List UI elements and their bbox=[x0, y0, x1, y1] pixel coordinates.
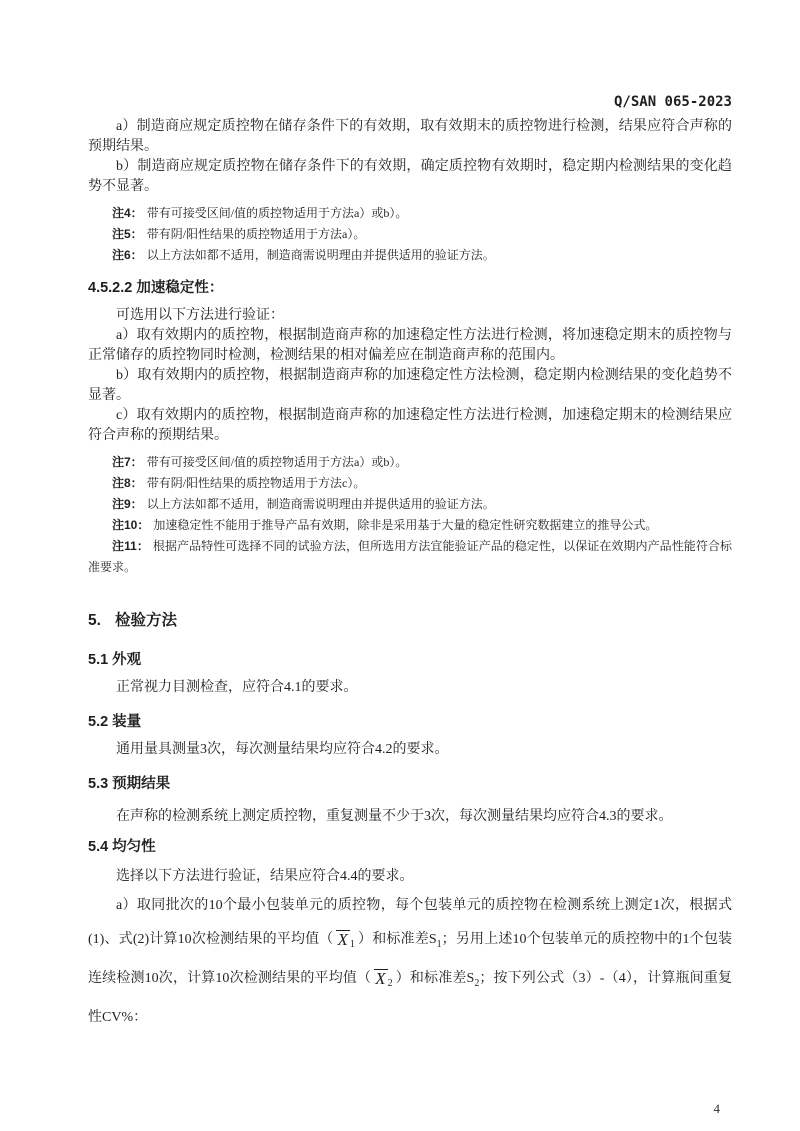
note-6-text: 以上方法如都不适用，制造商需说明理由并提供适用的验证方法。 bbox=[146, 248, 495, 262]
note-9-label: 注9： bbox=[112, 497, 143, 511]
heading-accelerated-stability: 4.5.2.2 加速稳定性： bbox=[88, 280, 224, 296]
formula-seg-3: ；另用上述10个包装单元的质控物中的1个包装连续检测10次，计算10次检测结果的平均值（ bbox=[88, 932, 732, 986]
note-5-text: 带有阴/阳性结果的质控物适用于方法a）。 bbox=[146, 227, 366, 241]
heading-5-1-appearance: 5.1 外观 bbox=[88, 652, 142, 668]
xbar-2-symbol bbox=[374, 962, 392, 1001]
chapter-5-number: 5. bbox=[88, 612, 101, 629]
xbar-2-base: X bbox=[375, 968, 386, 988]
document-header bbox=[88, 94, 732, 111]
heading-chapter-5 bbox=[88, 610, 732, 632]
note-11-label: 注11： bbox=[112, 539, 149, 553]
heading-5-2-fill-volume: 5.2 装量 bbox=[88, 714, 142, 730]
note-8-label: 注8： bbox=[112, 476, 143, 490]
note-7-text: 带有可接受区间/值的质控物适用于方法a）或b）。 bbox=[146, 455, 408, 469]
formula-seg-2: ）和标准差S bbox=[357, 932, 437, 947]
note-4-label: 注4： bbox=[112, 206, 143, 220]
doc-number: Q/SAN 065-2023 bbox=[613, 94, 732, 110]
heading-5-4-homogeneity: 5.4 均匀性 bbox=[88, 839, 156, 855]
xbar-1-symbol bbox=[336, 923, 354, 962]
note-8 bbox=[88, 473, 732, 494]
note-10-label: 注10： bbox=[112, 518, 150, 532]
para-5-4-method-a bbox=[88, 889, 732, 1035]
document-content bbox=[88, 94, 732, 1035]
note-7 bbox=[88, 452, 732, 473]
s2-subscript: 2 bbox=[474, 977, 480, 989]
note-10-text: 加速稳定性不能用于推导产品有效期，除非是采用基于大量的稳定性研究数据建立的推导公式。 bbox=[153, 518, 658, 532]
note-6-label: 注6： bbox=[112, 248, 143, 262]
note-5 bbox=[88, 224, 732, 245]
note-9-text: 以上方法如都不适用，制造商需说明理由并提供适用的验证方法。 bbox=[146, 497, 495, 511]
formula-seg-5: ；按下列公式（3）-（4），计算瓶间重复性CV%： bbox=[88, 970, 733, 1025]
note-4-text: 带有可接受区间/值的质控物适用于方法a）或b）。 bbox=[146, 206, 408, 220]
note-8-text: 带有阴/阳性结果的质控物适用于方法c）。 bbox=[146, 476, 366, 490]
xbar-1-subscript: 1 bbox=[349, 938, 355, 950]
para-5-1-body: 正常视力目测检查，应符合4.1的要求。 bbox=[116, 680, 358, 695]
xbar-2-subscript: 2 bbox=[387, 977, 393, 989]
note-7-label: 注7： bbox=[112, 455, 143, 469]
para-5-3-body: 在声称的检测系统上测定质控物，重复测量不少于3次，每次测量结果均应符合4.3的要求。 bbox=[116, 809, 673, 824]
notes-group-4521 bbox=[88, 203, 732, 266]
page-number: 4 bbox=[713, 1101, 720, 1116]
s1-subscript: 1 bbox=[436, 938, 442, 950]
note-4 bbox=[88, 203, 732, 224]
para-accelerated-b: b）取有效期内的质控物，根据制造商声称的加速稳定性方法检测，稳定期内检测结果的变化趋势不显著。 bbox=[88, 368, 732, 403]
note-10 bbox=[88, 515, 732, 536]
chapter-5-title: 检验方法 bbox=[114, 612, 177, 629]
para-accelerated-intro: 可选用以下方法进行验证： bbox=[116, 308, 284, 323]
formula-seg-4: ）和标准差S bbox=[395, 970, 475, 986]
xbar-1-base: X bbox=[337, 930, 348, 949]
note-5-label: 注5： bbox=[112, 227, 143, 241]
para-5-4-intro: 选择以下方法进行验证，结果应符合4.4的要求。 bbox=[116, 869, 414, 884]
heading-5-3-expected-results: 5.3 预期结果 bbox=[88, 776, 171, 792]
note-11-text: 根据产品特性可选择不同的试验方法，但所选用方法宜能验证产品的稳定性，以保证在效期内产品性能符合标准要求。 bbox=[88, 539, 732, 574]
notes-group-4522 bbox=[88, 452, 732, 578]
para-5-2-body: 通用量具测量3次，每次测量结果均应符合4.2的要求。 bbox=[116, 742, 449, 757]
note-11 bbox=[88, 536, 732, 578]
note-6 bbox=[88, 245, 732, 266]
para-accelerated-c: c）取有效期内的质控物，根据制造商声称的加速稳定性方法进行检测，加速稳定期末的检测结果应符合声称的预期结果。 bbox=[88, 408, 732, 443]
para-realtime-stability-a: a）制造商应规定质控物在储存条件下的有效期，取有效期末的质控物进行检测，结果应符合声称的预期结果。 bbox=[88, 119, 732, 154]
para-accelerated-a: a）取有效期内的质控物，根据制造商声称的加速稳定性方法进行检测，将加速稳定期末的质控物与正常储存的质控物同时检测，检测结果的相对偏差应在制造商声称的范围内。 bbox=[88, 328, 732, 363]
para-realtime-stability-b: b）制造商应规定质控物在储存条件下的有效期，确定质控物有效期时，稳定期内检测结果的变化趋势不显著。 bbox=[88, 159, 732, 194]
formula-seg-1: a）取同批次的10个最小包装单元的质控物，每个包装单元的质控物在检测系统上测定1次，根据式(1)、式(2)计算10次检测结果的平均值（ bbox=[88, 898, 732, 947]
note-9 bbox=[88, 494, 732, 515]
